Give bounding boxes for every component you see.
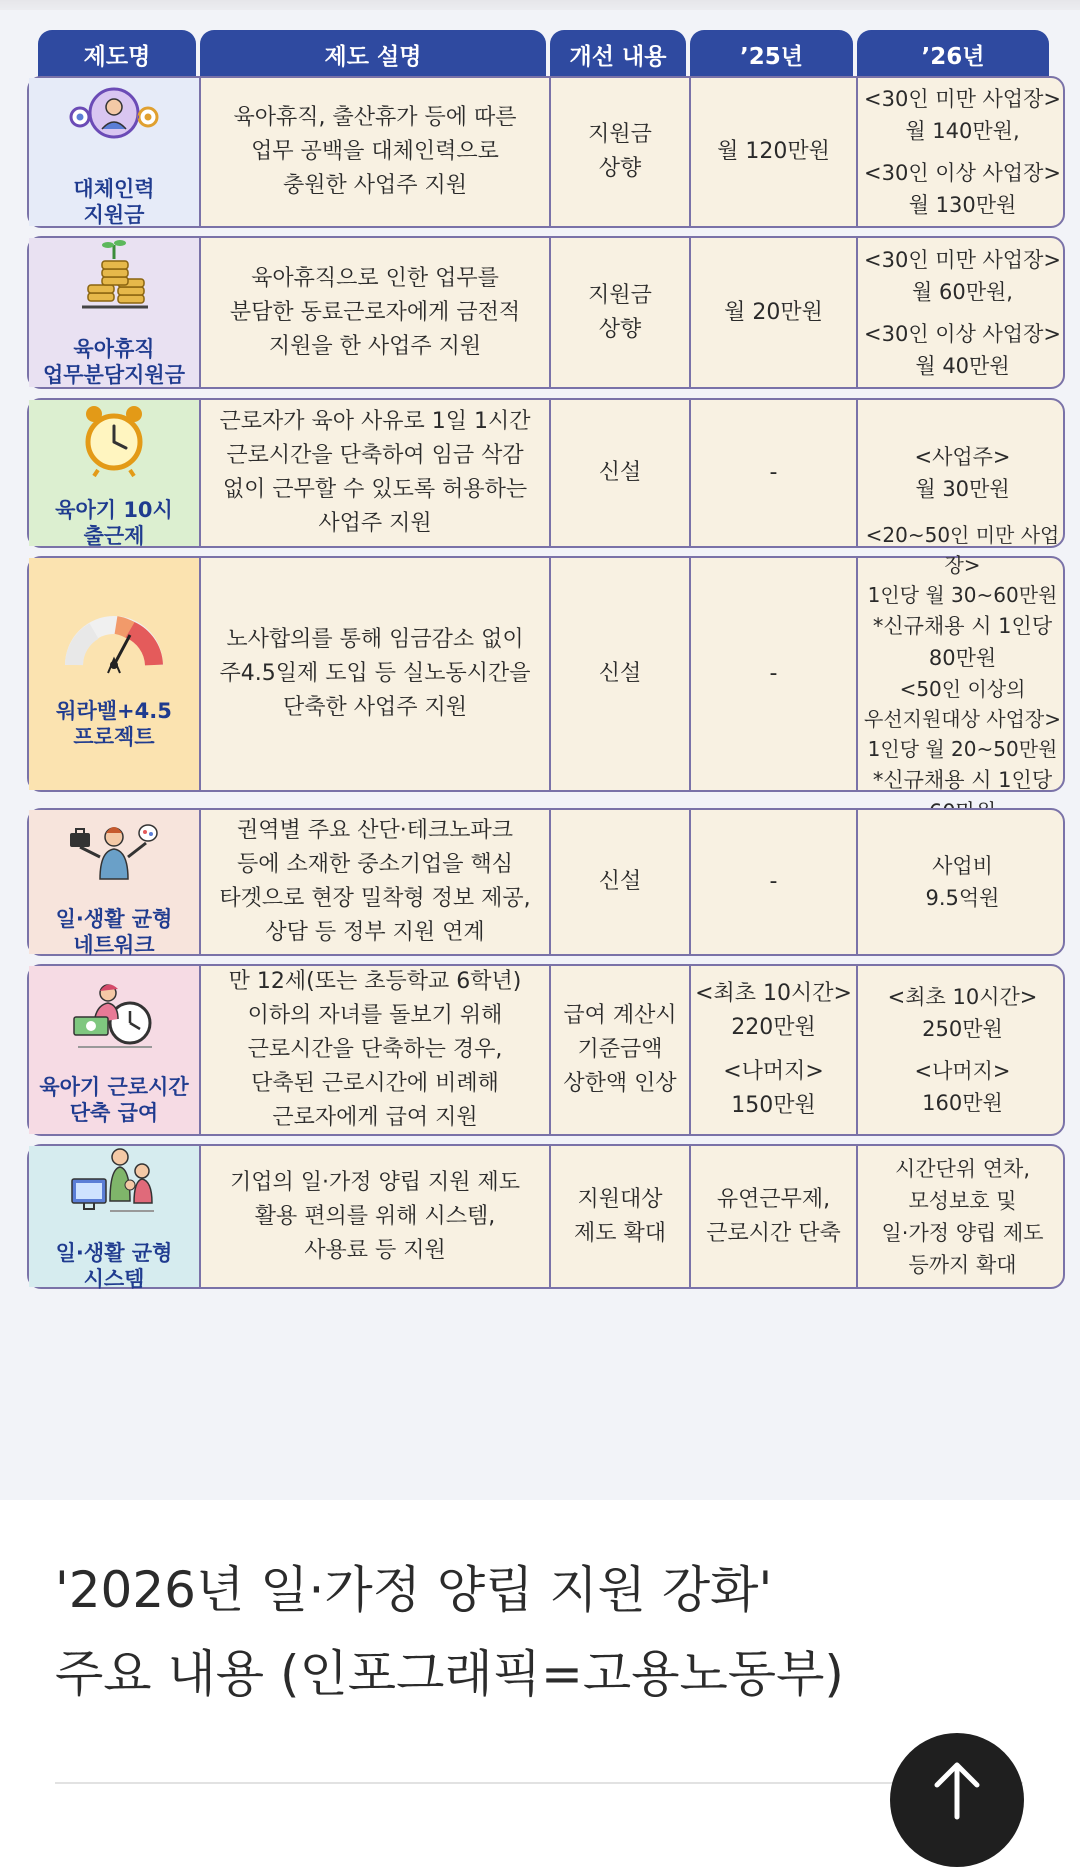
description-cell bbox=[199, 558, 549, 790]
cell-text: 유연근무제, bbox=[716, 1186, 831, 1212]
cell-text: 등까지 확대 bbox=[908, 1252, 1017, 1277]
cell-text: 활용 편의를 위해 시스템, bbox=[254, 1203, 496, 1229]
cell-text: 지원대상 bbox=[577, 1186, 663, 1212]
header-2026: ’26년 bbox=[857, 30, 1049, 78]
cell-text: 단축한 사업주 지원 bbox=[282, 695, 467, 720]
cell-text: 육아휴직으로 인한 업무를 bbox=[251, 265, 499, 291]
program-name-line: 지원금 bbox=[83, 202, 145, 227]
cell-text: 이하의 자녀를 돌보기 위해 bbox=[247, 1003, 503, 1028]
cell-text: 신설 bbox=[598, 869, 642, 894]
program-name-cell bbox=[29, 810, 199, 957]
description-cell bbox=[199, 1146, 549, 1287]
cell-text: <30인 이상 사업장> bbox=[864, 321, 1061, 346]
program-name-cell bbox=[29, 1146, 199, 1291]
cell-text: 월 40만원 bbox=[915, 353, 1010, 378]
program-name-cell bbox=[29, 558, 199, 790]
cell-text: 만 12세(또는 초등학교 6학년) bbox=[228, 969, 522, 994]
cell-text: <50인 이상의 bbox=[899, 677, 1026, 701]
infographic bbox=[0, 10, 1080, 1500]
coin-stack-sprout-icon bbox=[64, 237, 164, 330]
cell-text: 기업의 일·가정 양립 지원 제도 bbox=[230, 1169, 520, 1195]
family-computer-icon bbox=[64, 1141, 164, 1234]
alarm-clock-icon bbox=[64, 398, 164, 491]
cell-text: 월 30만원 bbox=[915, 477, 1010, 501]
cell-text: 업무 공백을 대체인력으로 bbox=[251, 139, 499, 164]
program-name-line: 육아기 근로시간 bbox=[39, 1074, 189, 1099]
header-name: 제도명 bbox=[38, 30, 196, 78]
arrow-up-icon bbox=[929, 1759, 985, 1819]
cell-text: <20~50인 미만 사업장> bbox=[865, 523, 1060, 577]
cell-text: 월 120만원 bbox=[717, 139, 830, 164]
people-network-icon bbox=[64, 77, 164, 170]
cell-text: 월 130만원 bbox=[908, 193, 1017, 217]
cell-text: 근로시간 단축 bbox=[706, 1220, 841, 1246]
program-name bbox=[56, 698, 172, 750]
cell-text: 근로자가 육아 사유로 1일 1시간 bbox=[219, 409, 531, 434]
cell-text: 9.5억원 bbox=[925, 886, 1000, 910]
cell-text: 충원한 사업주 지원 bbox=[282, 173, 467, 198]
program-name-cell bbox=[29, 78, 199, 226]
program-name-line: 출근제 bbox=[83, 523, 145, 548]
cell-text: 1인당 월 20~50만원 bbox=[867, 737, 1058, 761]
cell-text: <최초 10시간> bbox=[887, 985, 1038, 1009]
year-2026-cell bbox=[856, 810, 1067, 954]
year-2025-cell bbox=[689, 78, 856, 226]
cell-text: *신규채용 시 1인당 80만원 bbox=[872, 614, 1053, 670]
program-name bbox=[43, 336, 185, 388]
improvement-cell bbox=[549, 810, 689, 954]
program-name bbox=[39, 1074, 188, 1126]
cell-text: 월 140만원, bbox=[905, 119, 1020, 143]
cell-text: 시간단위 연차, bbox=[894, 1156, 1031, 1181]
cell-text: <사업주> bbox=[914, 445, 1011, 469]
cell-text: 근로시간을 단축하여 임금 삭감 bbox=[226, 443, 524, 468]
cell-text: 우선지원대상 사업장> bbox=[864, 707, 1061, 731]
gauge-meter-icon bbox=[64, 599, 164, 692]
cell-text: <나머지> bbox=[914, 1059, 1011, 1083]
cell-text: 노사합의를 통해 임금감소 없이 bbox=[226, 627, 524, 652]
cell-text: 신설 bbox=[598, 460, 642, 485]
cell-text: 지원금 bbox=[588, 122, 652, 147]
cell-text: 없이 근무할 수 있도록 허용하는 bbox=[222, 477, 528, 502]
year-2026-cell bbox=[856, 238, 1067, 387]
year-2025-cell bbox=[689, 966, 856, 1134]
cell-text: 모성보호 및 bbox=[908, 1188, 1017, 1213]
cell-text: *신규채용 시 1인당 bbox=[872, 768, 1053, 792]
improvement-cell bbox=[549, 400, 689, 546]
year-2026-cell bbox=[856, 1146, 1067, 1287]
image-caption bbox=[55, 1548, 1035, 1716]
cell-text: 육아휴직, 출산휴가 등에 따른 bbox=[233, 105, 517, 130]
cell-text: 단축된 근로시간에 비례해 bbox=[251, 1071, 499, 1096]
year-2026-cell bbox=[856, 966, 1067, 1134]
cell-text: 분담한 동료근로자에게 금전적 bbox=[229, 299, 521, 325]
cell-text: 상향 bbox=[598, 156, 642, 181]
cell-text: - bbox=[769, 460, 778, 485]
program-name-line: 단축 급여 bbox=[69, 1100, 159, 1125]
improvement-cell bbox=[549, 1146, 689, 1287]
improvement-cell bbox=[549, 558, 689, 790]
cell-text: <30인 미만 사업장> bbox=[864, 247, 1061, 272]
year-2025-cell bbox=[689, 558, 856, 790]
description-cell bbox=[199, 966, 549, 1134]
cell-text: 150만원 bbox=[731, 1093, 816, 1118]
cell-text: 타겟으로 현장 밀착형 정보 제공, bbox=[219, 886, 531, 911]
clock-money-icon bbox=[64, 975, 164, 1068]
cell-text: 일·가정 양립 제도 bbox=[881, 1220, 1044, 1245]
table-row bbox=[27, 76, 1065, 228]
cell-text: 기준금액 bbox=[577, 1037, 663, 1062]
program-name-line: 업무분담지원금 bbox=[42, 363, 185, 387]
program-name-line: 워라밸+4.5 bbox=[56, 698, 172, 723]
improvement-cell bbox=[549, 238, 689, 387]
caption-line: '2026년 일·가정 양립 지원 강화' bbox=[55, 1561, 773, 1619]
table-row bbox=[27, 236, 1065, 389]
program-name bbox=[56, 906, 173, 958]
program-name-cell bbox=[29, 400, 199, 546]
program-name bbox=[56, 1240, 173, 1292]
cell-text: 상향 bbox=[598, 316, 642, 342]
cell-text: - bbox=[769, 869, 778, 894]
description-cell bbox=[199, 238, 549, 387]
cell-text: 급여 계산시 bbox=[563, 1003, 677, 1028]
description-cell bbox=[199, 78, 549, 226]
improvement-cell bbox=[549, 966, 689, 1134]
year-2025-cell bbox=[689, 238, 856, 387]
cell-text: 주4.5일제 도입 등 실노동시간을 bbox=[219, 661, 531, 686]
cell-text: <나머지> bbox=[723, 1059, 824, 1084]
cell-text: 상담 등 정부 지원 연계 bbox=[265, 920, 485, 945]
improvement-cell bbox=[549, 78, 689, 226]
header-improvement: 개선 내용 bbox=[550, 30, 686, 78]
cell-text: <30인 이상 사업장> bbox=[864, 161, 1061, 185]
program-name-line: 육아기 10시 bbox=[55, 497, 173, 522]
cell-text: 250만원 bbox=[922, 1017, 1003, 1041]
header-2025: ’25년 bbox=[690, 30, 853, 78]
year-2025-cell bbox=[689, 810, 856, 954]
cell-text: 사용료 등 지원 bbox=[304, 1237, 446, 1263]
cell-text: 사업주 지원 bbox=[318, 511, 432, 536]
program-name-line: 육아휴직 bbox=[73, 337, 155, 361]
cell-text: 신설 bbox=[598, 661, 642, 686]
cell-text: 상한액 인상 bbox=[563, 1071, 677, 1096]
cell-text: 사업비 bbox=[932, 854, 993, 878]
header-description: 제도 설명 bbox=[200, 30, 546, 78]
program-name-cell bbox=[29, 238, 199, 387]
cell-text: 월 20만원 bbox=[724, 299, 823, 325]
description-cell bbox=[199, 810, 549, 954]
cell-text: 월 60만원, bbox=[912, 279, 1013, 304]
cell-text: - bbox=[769, 661, 778, 686]
year-2025-cell bbox=[689, 1146, 856, 1287]
cell-text: <최초 10시간> bbox=[695, 981, 852, 1006]
cell-text: 등에 소재한 중소기업을 핵심 bbox=[236, 852, 513, 877]
cell-text: 권역별 주요 산단·테크노파크 bbox=[236, 818, 513, 843]
cell-text: 지원을 한 사업주 지원 bbox=[268, 333, 482, 359]
year-2026-cell bbox=[856, 78, 1067, 226]
balance-person-icon bbox=[64, 807, 164, 900]
cell-text: 근로시간을 단축하는 경우, bbox=[247, 1037, 503, 1062]
program-name-line: 시스템 bbox=[83, 1267, 145, 1291]
program-name bbox=[55, 497, 173, 549]
cell-text: 지원금 bbox=[588, 282, 652, 308]
scroll-to-top-button[interactable] bbox=[890, 1733, 1024, 1867]
description-cell bbox=[199, 400, 549, 546]
cell-text: 220만원 bbox=[731, 1015, 816, 1040]
program-name-line: 일·생활 균형 bbox=[55, 1241, 173, 1265]
program-name bbox=[73, 176, 154, 228]
program-name-line: 네트워크 bbox=[73, 932, 155, 957]
program-name-line: 대체인력 bbox=[73, 176, 155, 201]
program-name-cell bbox=[29, 966, 199, 1134]
year-2026-cell bbox=[856, 523, 1067, 792]
table-row bbox=[27, 808, 1065, 956]
program-name-line: 일·생활 균형 bbox=[55, 906, 173, 931]
cell-text: <30인 미만 사업장> bbox=[864, 87, 1061, 111]
table-row bbox=[27, 1144, 1065, 1289]
divider bbox=[55, 1782, 1023, 1784]
cell-text: 160만원 bbox=[922, 1091, 1003, 1115]
table-row bbox=[27, 964, 1065, 1136]
year-2025-cell bbox=[689, 400, 856, 546]
cell-text: 1인당 월 30~60만원 bbox=[867, 583, 1058, 607]
caption-line: 주요 내용 (인포그래픽=고용노동부) bbox=[55, 1645, 844, 1703]
program-name-line: 프로젝트 bbox=[73, 724, 155, 749]
cell-text: 제도 확대 bbox=[573, 1220, 666, 1246]
cell-text: 근로자에게 급여 지원 bbox=[272, 1105, 478, 1130]
